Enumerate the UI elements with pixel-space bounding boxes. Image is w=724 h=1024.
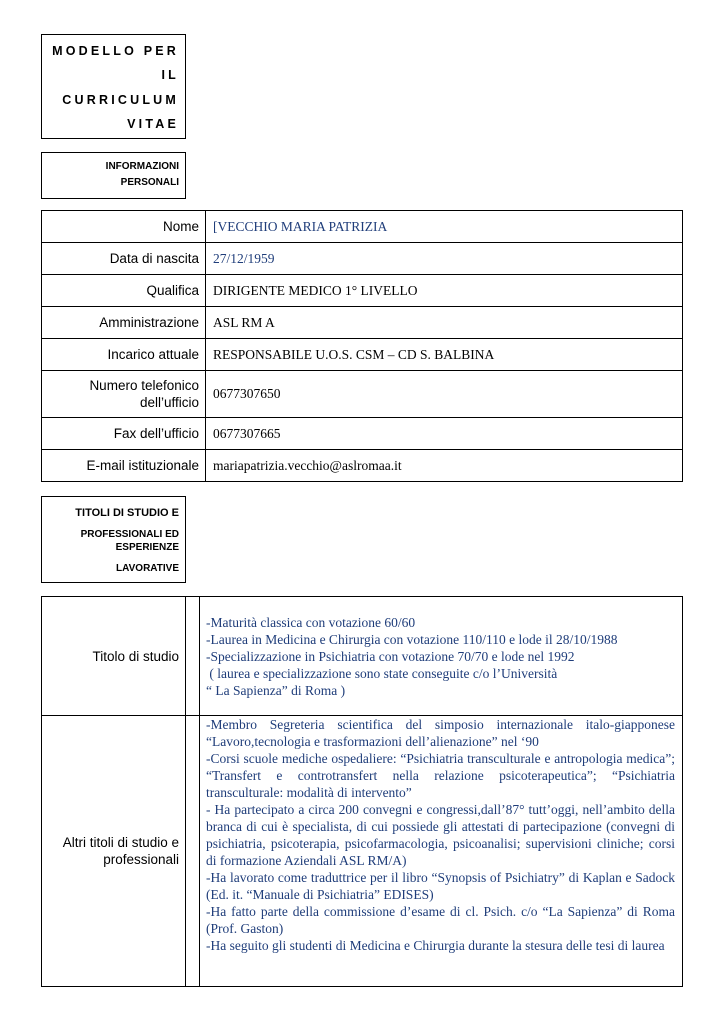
titles-section-header (41, 496, 186, 583)
info-label: E-mail istituzionale (42, 450, 206, 482)
education-row (42, 597, 683, 716)
content-paragraph: -Ha lavorato come traduttrice per il libro “Synopsis of Psichiatry” di Kaplan e Sadock (Ed. it. “Manuale di Psichiatria” EDISES) (206, 870, 675, 902)
cv-title-line: VITAE (127, 117, 179, 131)
content-line: -Laurea in Medicina e Chirurgia con votazione 110/110 e lode il 28/10/1988 (206, 631, 618, 647)
titolo-di-studio-content (200, 597, 683, 716)
cv-title-line: MODELLO PER (52, 44, 179, 58)
education-label: Titolo di studio (42, 597, 186, 716)
info-row (42, 211, 683, 243)
info-label: Amministrazione (42, 307, 206, 339)
info-value-qualifica: DIRIGENTE MEDICO 1° LIVELLO (206, 275, 683, 307)
education-table (41, 596, 683, 987)
education-row (42, 716, 683, 987)
content-line: “ La Sapienza” di Roma ) (206, 682, 346, 698)
section-title: LAVORATIVE (116, 563, 179, 574)
info-label (42, 371, 206, 418)
personal-info-table (41, 210, 683, 482)
info-row (42, 450, 683, 482)
info-label: Fax dell’ufficio (42, 418, 206, 450)
personal-info-section-header (41, 152, 186, 199)
info-row (42, 418, 683, 450)
info-value-fax: 0677307665 (206, 418, 683, 450)
cv-title-line: IL (161, 68, 179, 82)
content-paragraph: -Corsi scuole mediche ospedaliere: “Psichiatria transculturale e antropologia medica”; “Transfert e controtransfert nella relazione psicoterapeutica”; “Psichiatria transculturale: modalità di intervento” (206, 751, 675, 800)
spacer-cell (186, 716, 200, 987)
spacer-cell (186, 597, 200, 716)
info-label: Nome (42, 211, 206, 243)
content-paragraph: - Ha partecipato a circa 200 convegni e congressi,dall’87° tutt’oggi, nell’ambito della branca di cui è specialista, di cui possiede gli attestati di partecipazione (convegni di psichiatria, psicoterapia, psicofarmacologia, psicoanalisi; supervisioni cliniche; corsi di formazione Aziendali ASL RM/A) (206, 802, 675, 868)
info-label: Data di nascita (42, 243, 206, 275)
info-value-birthdate: 27/12/1959 (206, 243, 683, 275)
content-line: -Specializzazione in Psichiatria con votazione 70/70 e lode nel 1992 (206, 648, 575, 664)
education-label (42, 716, 186, 987)
info-row (42, 371, 683, 418)
info-value-amministrazione: ASL RM A (206, 307, 683, 339)
content-paragraph: -Ha fatto parte della commissione d’esame di cl. Psich. c/o “La Sapienza” di Roma (Prof. Gaston) (206, 904, 675, 936)
info-row (42, 243, 683, 275)
info-row (42, 339, 683, 371)
content-paragraph: -Membro Segreteria scientifica del simposio internazionale italo-giapponese “Lavoro,tecnologia e trasformazioni dell’alienazione” nel ‘90 (206, 717, 675, 749)
content-paragraph: -Ha seguito gli studenti di Medicina e Chirurgia durante la stesura delle tesi di laurea (206, 938, 665, 953)
info-label-line: dell’ufficio (139, 395, 199, 410)
info-label-line: Numero telefonico (89, 378, 199, 393)
altri-titoli-content (200, 716, 683, 987)
content-line: ( laurea e specializzazione sono state conseguite c/o l’Università (206, 665, 558, 681)
content-line: -Maturità classica con votazione 60/60 (206, 614, 416, 630)
section-title: ESPERIENZE (115, 542, 179, 553)
info-label: Incarico attuale (42, 339, 206, 371)
section-title: TITOLI DI STUDIO E (75, 507, 179, 519)
education-label-line: professionali (103, 852, 179, 867)
info-row (42, 307, 683, 339)
section-title: PROFESSIONALI ED (80, 529, 179, 540)
info-value-email: mariapatrizia.vecchio@aslromaa.it (206, 450, 683, 482)
section-title: PERSONALI (120, 177, 179, 188)
cv-title-line: CURRICULUM (62, 93, 179, 107)
info-value-name: [VECCHIO MARIA PATRIZIA (206, 211, 683, 243)
info-row (42, 275, 683, 307)
education-label-line: Altri titoli di studio e (62, 835, 179, 850)
info-value-incarico: RESPONSABILE U.O.S. CSM – CD S. BALBINA (206, 339, 683, 371)
info-label: Qualifica (42, 275, 206, 307)
section-title: INFORMAZIONI (105, 161, 179, 172)
cv-title-box (41, 34, 186, 139)
info-value-phone: 0677307650 (206, 371, 683, 418)
